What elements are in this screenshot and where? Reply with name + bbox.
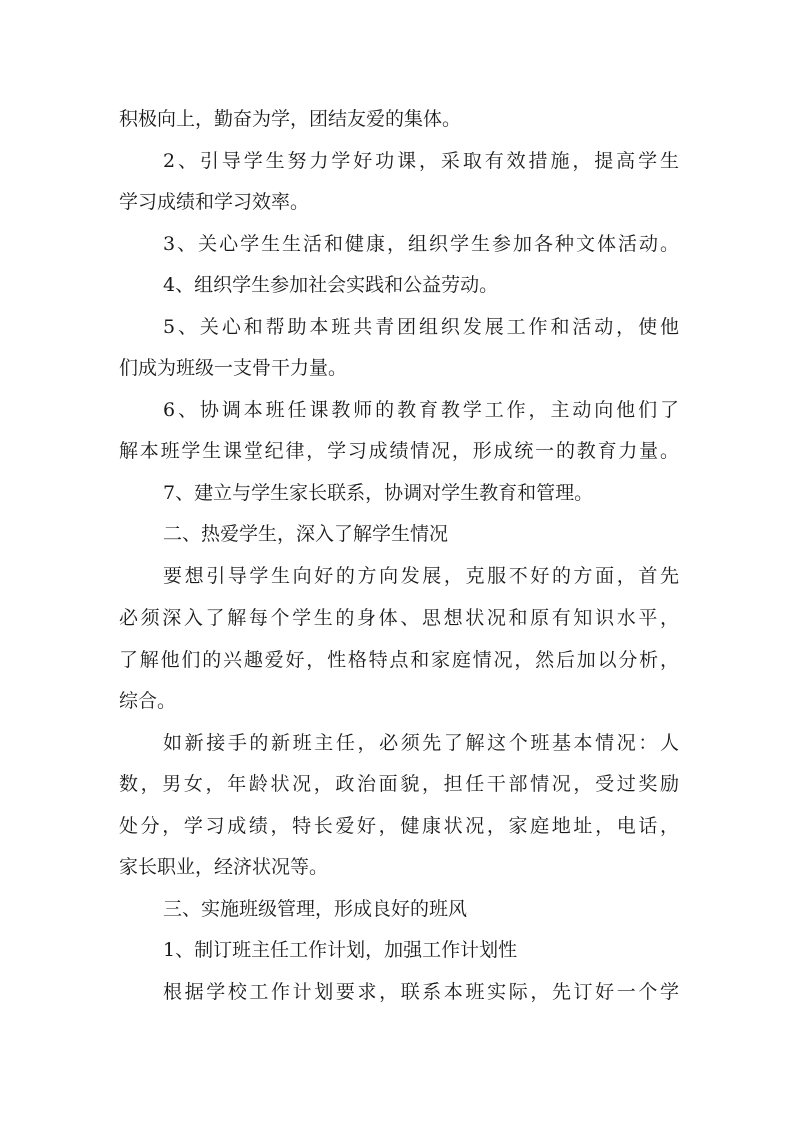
text-line: 6、协调本班任课教师的教育教学工作，主动向他们了 [163,399,679,421]
text-line: 7、建立与学生家长联系，协调对学生教育和管理。 [163,482,594,504]
text-line: 5、关心和帮助本班共青团组织发展工作和活动，使他 [163,316,679,338]
text-line: 积极向上，勤奋为学，团结友爱的集体。 [119,108,462,130]
section-heading: 三、实施班级管理，形成良好的班风 [163,898,468,920]
text-line: 综合。 [119,690,177,712]
text-line: 处分，学习成绩，特长爱好，健康状况，家庭地址，电话， [119,815,679,837]
text-line: 了解他们的兴趣爱好，性格特点和家庭情况，然后加以分析， [119,649,679,671]
text-line: 家长职业，经济状况等。 [119,856,329,878]
text-line: 3、关心学生生活和健康，组织学生参加各种文体活动。 [163,233,679,255]
subsection-heading: 1、制订班主任工作计划，加强工作计划性 [163,939,518,961]
text-line: 4、组织学生参加社会实践和公益劳动。 [163,274,499,296]
text-line: 学习成绩和学习效率。 [119,191,310,213]
text-line: 们成为班级一支骨干力量。 [119,357,348,379]
text-line: 2、引导学生努力学好功课，采取有效措施，提高学生 [163,150,679,172]
text-line: 必须深入了解每个学生的身体、思想状况和原有知识水平， [119,607,679,629]
section-heading: 二、热爱学生，深入了解学生情况 [163,523,449,545]
text-line: 根据学校工作计划要求，联系本班实际，先订好一个学 [163,981,679,1003]
text-line: 数，男女，年龄状况，政治面貌，担任干部情况，受过奖励 [119,773,679,795]
text-line: 如新接手的新班主任，必须先了解这个班基本情况：人 [163,732,679,754]
text-line: 解本班学生课堂纪律，学习成绩情况，形成统一的教育力量。 [119,440,679,462]
text-line: 要想引导学生向好的方向发展，克服不好的方面，首先 [163,565,679,587]
